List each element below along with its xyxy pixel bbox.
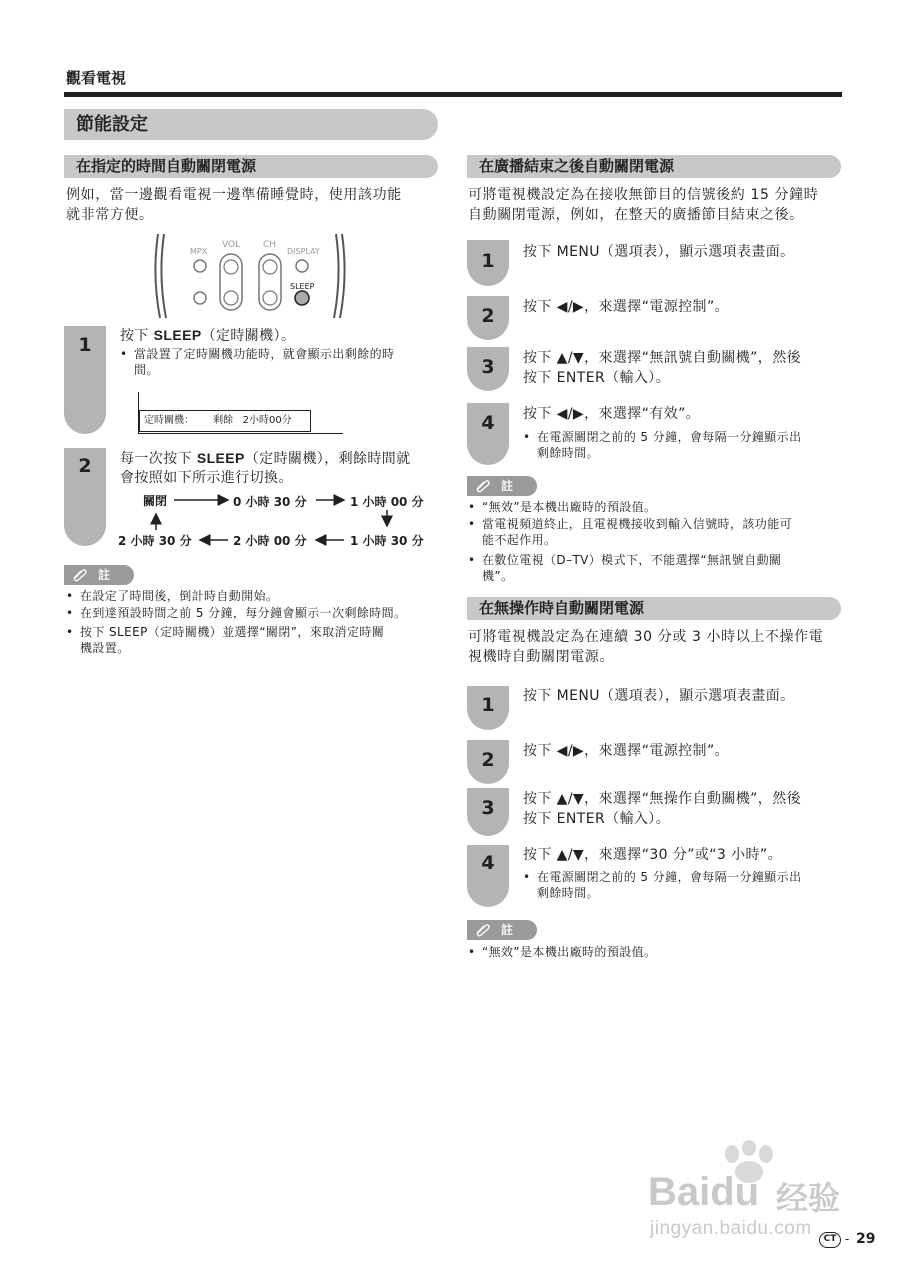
- vol-label: VOL: [222, 240, 241, 250]
- display-label: DISPLAY: [287, 247, 320, 256]
- cycle-2h00: 2 小時 00 分: [233, 534, 307, 548]
- step-number: 2: [481, 749, 495, 771]
- note-label: 註: [467, 920, 537, 940]
- step-instruction: 按下 ◀/▶，來選擇“電源控制”。: [523, 743, 730, 759]
- step-number: 2: [78, 455, 92, 477]
- osd-bracket: [138, 433, 343, 434]
- cycle-2h30: 2 小時 30 分: [118, 534, 192, 548]
- ch-label: CH: [263, 240, 277, 250]
- note-label: 註: [64, 565, 134, 585]
- step-instruction: 按下 SLEEP（定時關機）。: [120, 327, 296, 344]
- paperclip-icon: [475, 479, 491, 493]
- section-header: 觀看電視: [66, 69, 127, 87]
- paperclip-icon: [475, 923, 491, 937]
- paperclip-icon: [72, 568, 88, 582]
- step-number: 2: [481, 305, 495, 327]
- step-number: 1: [78, 334, 92, 356]
- right1-intro: 可將電視機設定為在接收無節目的信號後約 15 分鐘時 自動關閉電源，例如，在整天的廣播節目結束之後。: [468, 187, 819, 223]
- step-bullet: • 當設置了定時關機功能時，就會顯示出剩餘的時 間。: [120, 346, 446, 378]
- cycle-0h30: 0 小時 30 分: [233, 495, 307, 509]
- note-item: • “無效”是本機出廠時的預設值。: [468, 944, 846, 960]
- note-item: • 按下 SLEEP（定時關機）並選擇“關閉”，來取消定時關 機設置。: [66, 624, 446, 656]
- step-number: 1: [481, 694, 495, 716]
- step-instruction: 按下 ENTER（輸入）。: [523, 370, 671, 386]
- step-bullet: • 在電源關閉之前的 5 分鐘，會每隔一分鐘顯示出 剩餘時間。: [523, 869, 843, 901]
- step-instruction: 按下 MENU（選項表），顯示選項表畫面。: [523, 688, 795, 704]
- step-instruction: 按下 ◀/▶，來選擇“電源控制”。: [523, 299, 730, 315]
- watermark-cn: 经验: [776, 1180, 841, 1216]
- step-instruction: 會按照如下所示進行切換。: [120, 470, 293, 486]
- cycle-1h00: 1 小時 00 分: [350, 495, 424, 509]
- step-instruction: 按下 ◀/▶，來選擇“有效”。: [523, 406, 701, 422]
- right2-intro: 可將電視機設定為在連續 30 分或 3 小時以上不操作電 視機時自動關閉電源。: [468, 629, 824, 665]
- step-instruction: 每一次按下 SLEEP（定時關機），剩餘時間就: [120, 450, 411, 467]
- right1-heading: 在廣播結束之後自動關閉電源: [467, 155, 841, 178]
- note-item: • 在到達預設時間之前 5 分鐘，每分鐘會顯示一次剩餘時間。: [66, 605, 446, 621]
- note-item: • 在設定了時間後，倒計時自動開始。: [66, 588, 446, 604]
- step-number: 4: [481, 412, 495, 434]
- cycle-off: 關閉: [143, 494, 168, 508]
- mpx-label: MPX: [190, 247, 208, 256]
- page-dash: -: [845, 1232, 850, 1246]
- step-number: 3: [481, 356, 495, 378]
- step-number: 3: [481, 797, 495, 819]
- right2-heading: 在無操作時自動關閉電源: [467, 597, 841, 620]
- step-instruction: 按下 ENTER（輸入）。: [523, 811, 671, 827]
- left-intro: 例如，當一邊觀看電視一邊準備睡覺時，使用該功能 就非常方便。: [66, 187, 402, 223]
- step-number: 1: [481, 250, 495, 272]
- cycle-arrows: [110, 490, 440, 550]
- sleep-timer-osd: 定時關機： 剩餘 2小時00分: [139, 410, 311, 432]
- step-instruction: 按下 ▲/▼，來選擇“無訊號自動關機”，然後: [523, 350, 802, 366]
- language-badge: CT: [819, 1232, 841, 1248]
- watermark-url: jingyan.baidu.com: [650, 1218, 812, 1239]
- step-bullet: • 在電源關閉之前的 5 分鐘，會每隔一分鐘顯示出 剩餘時間。: [523, 429, 843, 461]
- page-number: 29: [856, 1231, 876, 1247]
- cycle-1h30: 1 小時 30 分: [350, 534, 424, 548]
- step-instruction: 按下 ▲/▼，來選擇“30 分”或“3 小時”。: [523, 847, 782, 863]
- step-instruction: 按下 ▲/▼，來選擇“無操作自動關機”，然後: [523, 791, 802, 807]
- page-title: 節能設定: [64, 109, 438, 140]
- note-item: • “無效”是本機出廠時的預設值。: [468, 499, 846, 515]
- left-heading: 在指定的時間自動關閉電源: [64, 155, 438, 178]
- note-item: • 當電視頻道終止，且電視機接收到輸入信號時，該功能可 能不起作用。: [468, 516, 846, 548]
- header-rule: [64, 92, 842, 97]
- note-label: 註: [467, 476, 537, 496]
- step-number: 4: [481, 852, 495, 874]
- watermark-brand: Baidu: [648, 1170, 760, 1214]
- step-instruction: 按下 MENU（選項表），顯示選項表畫面。: [523, 244, 795, 260]
- note-item: • 在數位電視（D–TV）模式下，不能選擇“無訊號自動關 機”。: [468, 552, 846, 584]
- remote-control-illustration: [150, 232, 350, 320]
- sleep-label: SLEEP: [290, 282, 315, 291]
